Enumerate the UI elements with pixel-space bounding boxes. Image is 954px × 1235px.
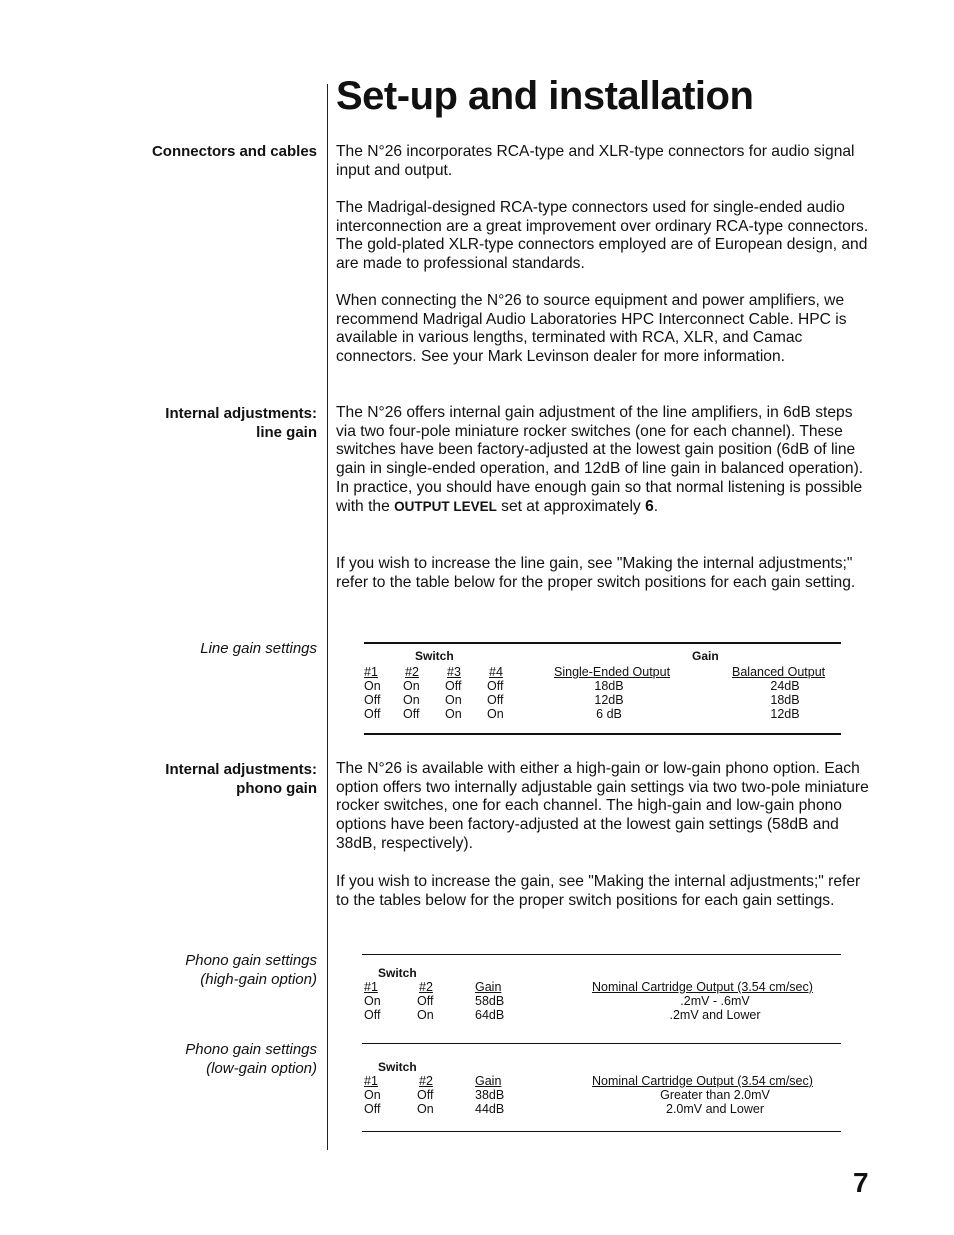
table-bottom-rule bbox=[362, 1131, 841, 1132]
table-cell: On bbox=[403, 693, 420, 707]
switch-header: Switch bbox=[378, 966, 417, 980]
page-title: Set-up and installation bbox=[336, 74, 754, 118]
column-header: Balanced Output bbox=[732, 665, 826, 679]
caption-line-1: Phono gain settings bbox=[185, 952, 317, 969]
table-top-rule bbox=[364, 642, 841, 644]
text-span: set at approximately bbox=[496, 497, 646, 515]
low-gain-table-caption bbox=[185, 1041, 317, 1078]
table-cell: 18dB bbox=[770, 693, 800, 707]
heading-line-1: Internal adjustments: bbox=[165, 405, 317, 422]
heading-line-2: phono gain bbox=[236, 779, 317, 797]
column-header: Gain bbox=[475, 1074, 502, 1088]
switch-header: Switch bbox=[415, 649, 454, 663]
table-cell: Greater than 2.0mV bbox=[660, 1088, 770, 1102]
table-cell: Off bbox=[403, 707, 420, 721]
table-cell: On bbox=[445, 693, 462, 707]
line-gain-paragraph-1 bbox=[336, 404, 876, 516]
table-cell: .2mV - .6mV bbox=[680, 994, 750, 1008]
table-cell: 2.0mV and Lower bbox=[666, 1102, 764, 1116]
line-gain-table-caption: Line gain settings bbox=[200, 640, 317, 657]
heading-line-1: Internal adjustments: bbox=[165, 761, 317, 778]
section-heading-phono-gain bbox=[165, 761, 317, 798]
column-header: Nominal Cartridge Output (3.54 cm/sec) bbox=[592, 1074, 813, 1088]
section-heading-connectors: Connectors and cables bbox=[151, 143, 317, 160]
column-header: #2 bbox=[419, 980, 433, 994]
text-span: . bbox=[653, 497, 659, 515]
phono-gain-paragraph-2: If you wish to increase the gain, see "Making the internal adjustments;" refer to the tables below for the proper switch positions for each gain settings. bbox=[336, 873, 861, 909]
table-top-rule bbox=[362, 954, 841, 955]
table-cell: Off bbox=[417, 994, 434, 1008]
connectors-paragraph-1: The N°26 incorporates RCA-type and XLR-type connectors for audio signal input and output. bbox=[336, 143, 855, 179]
table-cell: 12dB bbox=[770, 707, 800, 721]
table-cell: 44dB bbox=[475, 1102, 505, 1116]
table-cell: On bbox=[364, 994, 381, 1008]
column-divider bbox=[327, 84, 328, 1150]
caption-line-1: Phono gain settings bbox=[185, 1041, 317, 1058]
table-cell: 24dB bbox=[770, 679, 800, 693]
heading-line-2: line gain bbox=[256, 423, 317, 441]
column-header: Single-Ended Output bbox=[554, 665, 671, 679]
page-number: 7 bbox=[853, 1167, 869, 1198]
control-name: OUTPUT LEVEL bbox=[394, 498, 497, 514]
column-header: #3 bbox=[447, 665, 461, 679]
text-span: The N°26 offers internal gain adjustment of the line amplifiers, in 6dB steps via two four-pole miniature rocker switches (one for each channel). These switches have been factory-adjusted at the lowest gain position (6dB of line gain in single-ended operation, and 12dB of line gain in balanced operation). In practice, you should have enough gain so that normal listening is possible with the bbox=[336, 404, 864, 515]
gain-header: Gain bbox=[692, 649, 719, 663]
high-gain-table-caption bbox=[185, 952, 317, 989]
column-header: #4 bbox=[489, 665, 503, 679]
column-header: #1 bbox=[364, 1074, 378, 1088]
column-header: #2 bbox=[419, 1074, 433, 1088]
table-cell: Off bbox=[364, 707, 381, 721]
table-divider-rule bbox=[362, 1043, 841, 1044]
table-cell: On bbox=[403, 679, 420, 693]
connectors-paragraph-3: When connecting the N°26 to source equipment and power amplifiers, we recommend Madrigal Audio Laboratories HPC Interconnect Cable. HPC is available in various lengths, terminated with RCA, XLR, and Camac connectors. See your Mark Levinson dealer for more information. bbox=[336, 292, 847, 366]
table-cell: .2mV and Lower bbox=[669, 1008, 761, 1022]
line-gain-paragraph-2: If you wish to increase the line gain, see "Making the internal adjustments;" refer to the table below for the proper switch positions for each gain setting. bbox=[336, 555, 856, 591]
table-cell: 6 dB bbox=[596, 707, 622, 721]
control-value: 6 bbox=[645, 497, 654, 515]
table-cell: Off bbox=[487, 679, 504, 693]
column-header: Gain bbox=[475, 980, 502, 994]
switch-header: Switch bbox=[378, 1060, 417, 1074]
caption-line-2: (high-gain option) bbox=[200, 970, 317, 988]
table-cell: On bbox=[487, 707, 504, 721]
table-cell: 12dB bbox=[594, 693, 624, 707]
table-cell: 38dB bbox=[475, 1088, 505, 1102]
table-cell: Off bbox=[364, 1008, 381, 1022]
connectors-paragraph-2: The Madrigal-designed RCA-type connectors used for single-ended audio interconnection are a great improvement over ordinary RCA-type connectors. The gold-plated XLR-type connectors employed are of European design, and are made to professional standards. bbox=[336, 199, 869, 273]
table-cell: 58dB bbox=[475, 994, 505, 1008]
table-cell: On bbox=[445, 707, 462, 721]
phono-gain-paragraph-1: The N°26 is available with either a high-gain or low-gain phono option. Each option offers two internally adjustable gain settings via two two-pole miniature rocker switches, one for each channel. The high-gain and low-gain phono options have been factory-adjusted at the lowest gain settings (58dB and 38dB, respectively). bbox=[336, 760, 869, 852]
table-cell: Off bbox=[487, 693, 504, 707]
table-cell: Off bbox=[364, 1102, 381, 1116]
column-header: #2 bbox=[405, 665, 419, 679]
table-cell: 18dB bbox=[594, 679, 624, 693]
table-cell: Off bbox=[417, 1088, 434, 1102]
table-cell: Off bbox=[445, 679, 462, 693]
section-heading-line-gain bbox=[165, 405, 317, 442]
table-cell: On bbox=[364, 679, 381, 693]
column-header: #1 bbox=[364, 665, 378, 679]
table-cell: Off bbox=[364, 693, 381, 707]
table-cell: On bbox=[417, 1008, 434, 1022]
caption-line-2: (low-gain option) bbox=[206, 1059, 317, 1077]
column-header: Nominal Cartridge Output (3.54 cm/sec) bbox=[592, 980, 813, 994]
table-cell: 64dB bbox=[475, 1008, 505, 1022]
table-cell: On bbox=[364, 1088, 381, 1102]
table-bottom-rule bbox=[364, 733, 841, 735]
table-cell: On bbox=[417, 1102, 434, 1116]
column-header: #1 bbox=[364, 980, 378, 994]
